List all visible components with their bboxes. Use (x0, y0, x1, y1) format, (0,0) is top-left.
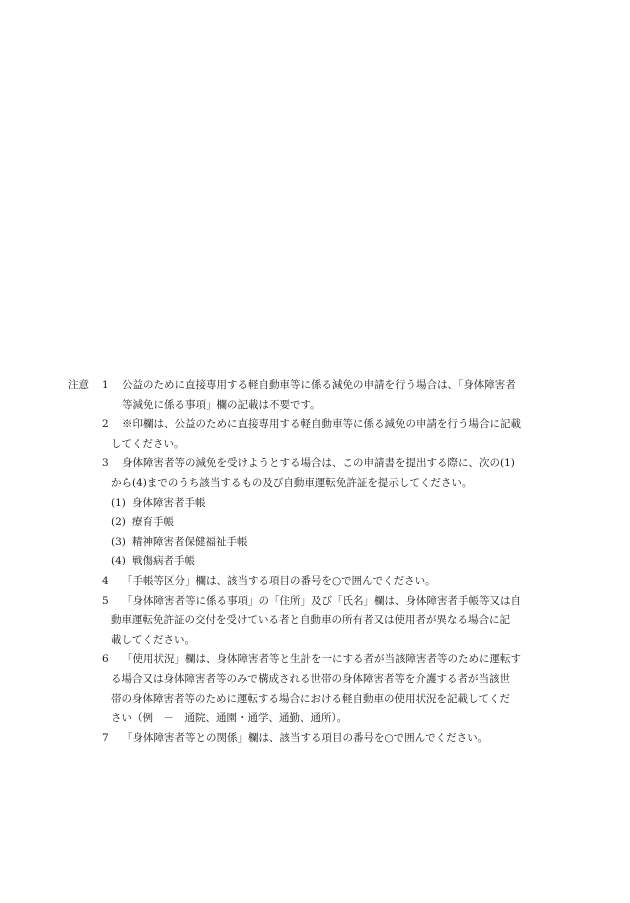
note-4-number: 4 (102, 574, 109, 587)
note-2-line-2: してください。 (111, 437, 185, 450)
note-6-cont-2 (68, 690, 568, 710)
note-1-line-1: 公益のために直接専用する軽自動車等に係る減免の申請を行う場合は、「身体障害者 (122, 379, 516, 391)
note-6-cont-1 (68, 670, 568, 690)
sub-item-3-number: (3) (111, 535, 126, 548)
note-2-number: 2 (102, 418, 109, 431)
note-6-line-4: さい（例 － 通院、通園・通学、通勤、通所）。 (111, 712, 348, 725)
note-3-sub-2 (68, 513, 568, 533)
note-1-cont (68, 396, 568, 416)
note-6-cont-3 (68, 709, 568, 729)
sub-item-4-number: (4) (111, 555, 126, 568)
note-6-line-1: 「使用状況」欄は、身体障害者等と生計を一にする者が当該障害者等のために運転す (122, 653, 521, 666)
note-5 (68, 592, 568, 612)
sub-item-4-text: 戦傷病者手帳 (132, 555, 195, 568)
sub-item-2-number: (2) (111, 516, 126, 529)
note-3-sub-4 (68, 552, 568, 572)
notes-section (68, 376, 568, 748)
note-4 (68, 572, 568, 592)
notes-label: 注意 (68, 379, 89, 391)
sub-item-3-text: 精神障害者保健福祉手帳 (132, 535, 248, 548)
sub-item-2-text: 療育手帳 (132, 516, 174, 529)
note-4-line-1: 「手帳等区分」欄は、該当する項目の番号を○で囲んでください。 (122, 574, 436, 587)
note-3-sub-3 (68, 533, 568, 553)
note-1 (68, 376, 568, 396)
note-7-number: 7 (102, 731, 109, 744)
note-5-line-2: 動車運転免許証の交付を受けている者と自動車の所有者又は使用者が異なる場合に記 (111, 614, 510, 627)
note-3 (68, 454, 568, 474)
note-3-number: 3 (102, 457, 109, 470)
note-3-cont (68, 474, 568, 494)
note-7-line-1: 「身体障害者等との関係」欄は、該当する項目の番号を○で囲んでください。 (122, 731, 489, 744)
sub-item-1-text: 身体障害者手帳 (132, 496, 206, 509)
note-3-line-2: から(4)までのうち該当するもの及び自動車運転免許証を提示してください。 (111, 476, 473, 489)
sub-item-1-number: (1) (111, 496, 126, 509)
note-5-cont-2 (68, 631, 568, 651)
note-5-line-3: 載してください。 (111, 633, 195, 646)
note-6-number: 6 (102, 653, 109, 666)
note-1-line-2: 等減免に係る事項」欄の記載は不要です。 (122, 398, 321, 411)
note-5-cont-1 (68, 611, 568, 631)
note-5-number: 5 (102, 594, 109, 607)
note-6 (68, 650, 568, 670)
note-2-line-1: ※印欄は、公益のために直接専用する軽自動車等に係る減免の申請を行う場合に記載 (122, 418, 521, 431)
note-1-number: 1 (102, 379, 109, 391)
note-3-sub-1 (68, 494, 568, 514)
note-6-line-3: 帯の身体障害者等のために運転する場合における軽自動車の使用状況を記載してくだ (111, 692, 510, 705)
note-6-line-2: る場合又は身体障害者等のみで構成される世帯の身体障害者等を介護する者が当該世 (111, 672, 510, 685)
note-7 (68, 729, 568, 749)
note-2-cont (68, 435, 568, 455)
note-2 (68, 415, 568, 435)
note-3-line-1: 身体障害者等の減免を受けようとする場合は、この申請書を提出する際に、次の(1) (122, 457, 515, 470)
note-5-line-1: 「身体障害者等に係る事項」の「住所」及び「氏名」欄は、身体障害者手帳等又は自 (122, 594, 521, 607)
